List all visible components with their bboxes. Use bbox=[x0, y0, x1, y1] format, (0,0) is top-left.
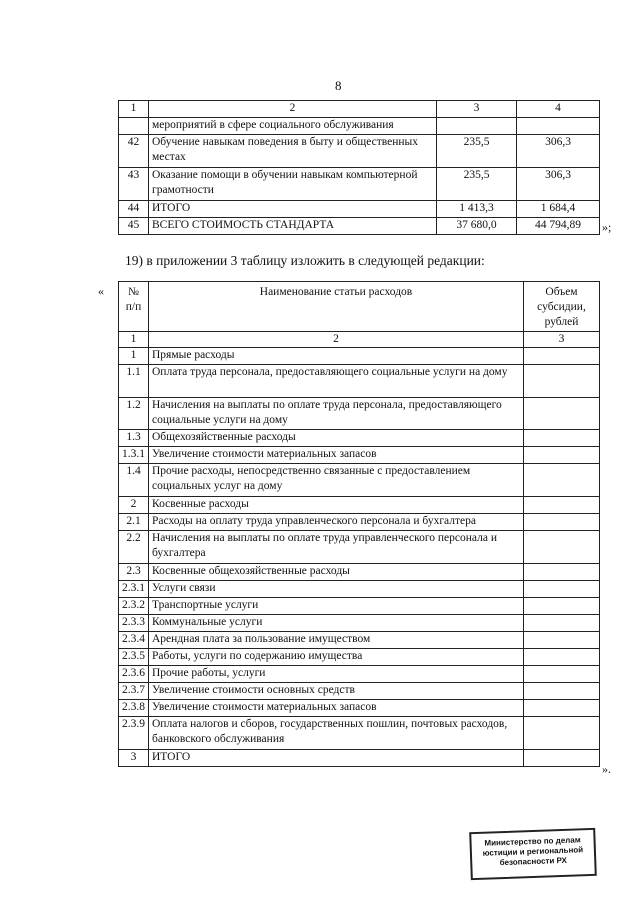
table-row bbox=[119, 430, 600, 447]
table-header-row bbox=[119, 101, 600, 118]
header-cell: 2 bbox=[149, 101, 437, 118]
stamp-line: юстиции и региональной bbox=[482, 845, 584, 858]
row-value bbox=[517, 118, 600, 135]
row-amount bbox=[524, 464, 600, 497]
row-amount bbox=[524, 497, 600, 514]
row-value: 1 413,3 bbox=[437, 201, 517, 218]
row-name: Оказание помощи в обучении навыкам компьютерной грамотности bbox=[149, 168, 437, 201]
row-name: Обучение навыкам поведения в быту и общественных местах bbox=[149, 135, 437, 168]
column-number: 3 bbox=[524, 332, 600, 348]
row-number: 2.3.3 bbox=[119, 615, 149, 632]
row-name: ИТОГО bbox=[149, 750, 524, 767]
row-number: 2.3.6 bbox=[119, 666, 149, 683]
row-number: 3 bbox=[119, 750, 149, 767]
table-row bbox=[119, 398, 600, 430]
row-amount bbox=[524, 348, 600, 365]
row-number: 2.3.1 bbox=[119, 581, 149, 598]
table-row bbox=[119, 632, 600, 649]
row-amount bbox=[524, 615, 600, 632]
row-amount bbox=[524, 649, 600, 666]
row-number: 1.2 bbox=[119, 398, 149, 430]
row-amount bbox=[524, 564, 600, 581]
row-number: 2.3.4 bbox=[119, 632, 149, 649]
table-row bbox=[119, 649, 600, 666]
row-amount bbox=[524, 700, 600, 717]
table1-closing-quote: »; bbox=[602, 220, 612, 234]
row-amount bbox=[524, 430, 600, 447]
table-row bbox=[119, 168, 600, 201]
table-row bbox=[119, 201, 600, 218]
table-row bbox=[119, 531, 600, 564]
column-number: 2 bbox=[149, 332, 524, 348]
row-number: 1.3 bbox=[119, 430, 149, 447]
row-name: мероприятий в сфере социального обслуживания bbox=[149, 118, 437, 135]
table-row bbox=[119, 666, 600, 683]
row-value: 306,3 bbox=[517, 168, 600, 201]
row-amount bbox=[524, 581, 600, 598]
row-number: 2.3 bbox=[119, 564, 149, 581]
header-cell: 1 bbox=[119, 101, 149, 118]
page-number: 8 bbox=[335, 78, 342, 93]
row-value: 44 794,89 bbox=[517, 218, 600, 235]
row-number: 2 bbox=[119, 497, 149, 514]
row-name: Оплата труда персонала, предоставляющего социальные услуги на дому bbox=[149, 365, 524, 398]
row-value bbox=[437, 118, 517, 135]
row-amount bbox=[524, 398, 600, 430]
row-number: 1.3.1 bbox=[119, 447, 149, 464]
table-row bbox=[119, 683, 600, 700]
row-name: Транспортные услуги bbox=[149, 598, 524, 615]
row-name: Услуги связи bbox=[149, 581, 524, 598]
row-value: 235,5 bbox=[437, 135, 517, 168]
header-cell: 4 bbox=[517, 101, 600, 118]
row-amount bbox=[524, 717, 600, 750]
row-name: Увеличение стоимости материальных запасов bbox=[149, 447, 524, 464]
table-row bbox=[119, 514, 600, 531]
row-number: 44 bbox=[119, 201, 149, 218]
row-name: Работы, услуги по содержанию имущества bbox=[149, 649, 524, 666]
row-name: Расходы на оплату труда управленческого персонала и бухгалтера bbox=[149, 514, 524, 531]
row-amount bbox=[524, 750, 600, 767]
row-amount bbox=[524, 531, 600, 564]
row-name: Арендная плата за пользование имуществом bbox=[149, 632, 524, 649]
row-name: Прочие расходы, непосредственно связанные с предоставлением социальных услуг на дому bbox=[149, 464, 524, 497]
table-row bbox=[119, 447, 600, 464]
table-row bbox=[119, 598, 600, 615]
row-name: Коммунальные услуги bbox=[149, 615, 524, 632]
row-name: Увеличение стоимости основных средств bbox=[149, 683, 524, 700]
row-name: Начисления на выплаты по оплате труда персонала, предоставляющего социальные услуги на дому bbox=[149, 398, 524, 430]
row-value: 235,5 bbox=[437, 168, 517, 201]
table-header-row bbox=[119, 282, 600, 332]
table-row bbox=[119, 700, 600, 717]
expense-table bbox=[118, 281, 600, 767]
row-number: 2.3.8 bbox=[119, 700, 149, 717]
row-value: 1 684,4 bbox=[517, 201, 600, 218]
row-amount bbox=[524, 632, 600, 649]
row-amount bbox=[524, 683, 600, 700]
table-row bbox=[119, 615, 600, 632]
table-row bbox=[119, 135, 600, 168]
table-row bbox=[119, 365, 600, 398]
table2-open-quote: « bbox=[98, 284, 104, 298]
header-cell: 3 bbox=[437, 101, 517, 118]
row-number: 1.4 bbox=[119, 464, 149, 497]
table-row bbox=[119, 497, 600, 514]
row-number: 1 bbox=[119, 348, 149, 365]
row-number bbox=[119, 118, 149, 135]
table-row bbox=[119, 218, 600, 235]
table-row bbox=[119, 581, 600, 598]
table-row bbox=[119, 717, 600, 750]
row-name: Прямые расходы bbox=[149, 348, 524, 365]
header-name: Наименование статьи расходов bbox=[149, 282, 524, 332]
cost-table bbox=[118, 100, 600, 235]
row-value: 306,3 bbox=[517, 135, 600, 168]
row-name: ВСЕГО СТОИМОСТЬ СТАНДАРТА bbox=[149, 218, 437, 235]
row-number: 42 bbox=[119, 135, 149, 168]
table-row bbox=[119, 750, 600, 767]
ministry-stamp bbox=[469, 828, 597, 880]
row-amount bbox=[524, 598, 600, 615]
table-row bbox=[119, 464, 600, 497]
table-row bbox=[119, 564, 600, 581]
row-name: Прочие работы, услуги bbox=[149, 666, 524, 683]
table-row bbox=[119, 118, 600, 135]
row-number: 45 bbox=[119, 218, 149, 235]
row-name: Косвенные общехозяйственные расходы bbox=[149, 564, 524, 581]
row-name: Начисления на выплаты по оплате труда управленческого персонала и бухгалтера bbox=[149, 531, 524, 564]
row-number: 2.1 bbox=[119, 514, 149, 531]
row-amount bbox=[524, 514, 600, 531]
column-number: 1 bbox=[119, 332, 149, 348]
row-amount bbox=[524, 447, 600, 464]
header-amount: Объем субсидии, рублей bbox=[524, 282, 600, 332]
row-name: ИТОГО bbox=[149, 201, 437, 218]
row-amount bbox=[524, 666, 600, 683]
table-number-row bbox=[119, 332, 600, 348]
row-name: Косвенные расходы bbox=[149, 497, 524, 514]
row-number: 1.1 bbox=[119, 365, 149, 398]
header-number: № п/п bbox=[119, 282, 149, 332]
table-row bbox=[119, 348, 600, 365]
row-name: Общехозяйственные расходы bbox=[149, 430, 524, 447]
stamp-line: безопасности РХ bbox=[499, 855, 568, 868]
row-number: 43 bbox=[119, 168, 149, 201]
row-number: 2.3.5 bbox=[119, 649, 149, 666]
table2-closing-quote: ». bbox=[602, 762, 611, 776]
row-name: Оплата налогов и сборов, государственных пошлин, почтовых расходов, банковского обслуживания bbox=[149, 717, 524, 750]
row-number: 2.3.2 bbox=[119, 598, 149, 615]
stamp-line: Министерство по делам bbox=[484, 835, 581, 848]
row-number: 2.3.9 bbox=[119, 717, 149, 750]
row-name: Увеличение стоимости материальных запасов bbox=[149, 700, 524, 717]
row-amount bbox=[524, 365, 600, 398]
row-value: 37 680,0 bbox=[437, 218, 517, 235]
row-number: 2.3.7 bbox=[119, 683, 149, 700]
row-number: 2.2 bbox=[119, 531, 149, 564]
amendment-paragraph: 19) в приложении 3 таблицу изложить в следующей редакции: bbox=[125, 253, 485, 268]
